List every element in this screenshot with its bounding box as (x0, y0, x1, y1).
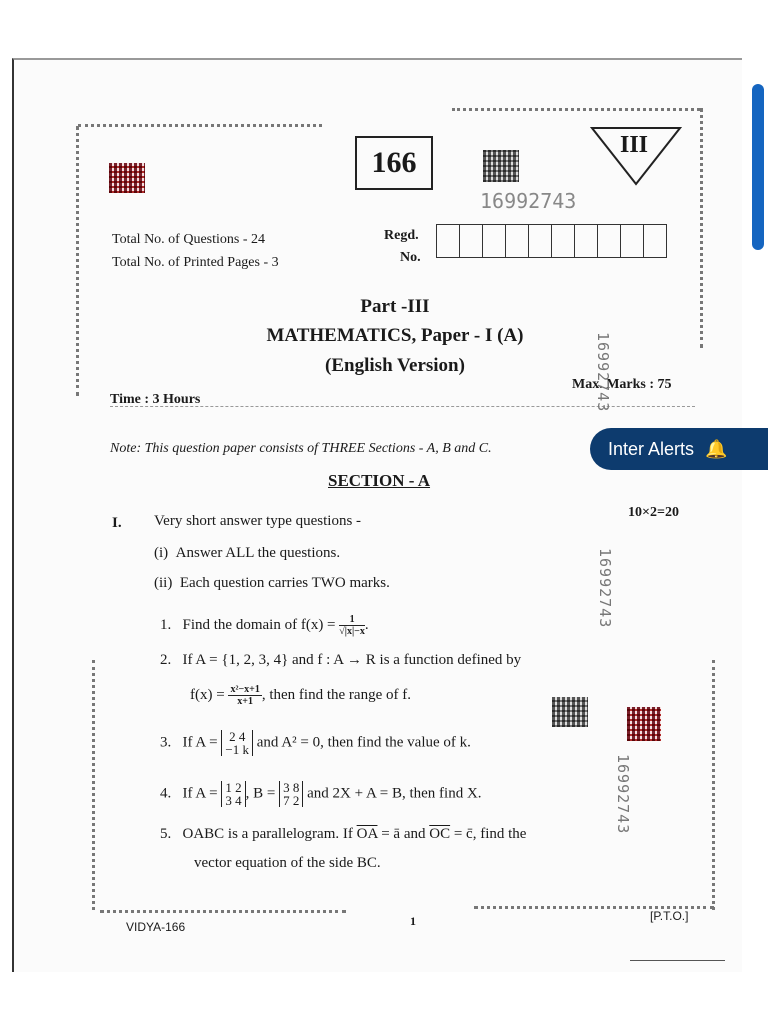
dotted-border-top-right (452, 108, 700, 111)
time-label: Time : 3 Hours (110, 392, 201, 407)
subject-title: MATHEMATICS, Paper - I (A) (266, 325, 524, 346)
note-text: Note: This question paper consists of THREE Sections - A, B and C. (110, 441, 492, 456)
bottom-rule (630, 960, 725, 961)
dotted-border-left-top (76, 126, 79, 396)
part-badge-label: III (620, 132, 649, 158)
question-2-continued: f(x) = $\frac{\text{x²−x+1}}{x+1}$ , then find the range of f. (190, 684, 411, 707)
scrollbar-thumb[interactable] (752, 84, 764, 250)
question-5: 5. OABC is a parallelogram. If $\overline{OA}$ = ā and $\overline{OC}$ = c̄, find the (160, 826, 527, 842)
page-number: 1 (410, 914, 416, 928)
watermark-number-2: 16992743 (596, 548, 614, 629)
dotted-border-right-top (700, 108, 703, 348)
regd-no-label: No. (400, 250, 421, 265)
regd-label: Regd. (384, 228, 419, 243)
qr-code-red (109, 163, 145, 193)
barcode-image-2 (552, 697, 588, 727)
bell-icon: 🔔 (705, 439, 728, 459)
question-1: 1. Find the domain of f(x) = $\frac{1}{√|x|-x}$ . (160, 614, 369, 637)
dotted-border-right-bottom (712, 660, 715, 910)
pto-label: [P.T.O.] (650, 909, 689, 923)
barcode-image (483, 150, 519, 182)
dotted-border-top-left (78, 124, 322, 127)
section-marks: 10×2=20 (628, 505, 679, 520)
max-marks-label: Max. Marks : 75 (572, 377, 672, 392)
footer-code: VIDYA-166 (126, 920, 186, 934)
rule-item: (ii) Each question carries TWO marks. (154, 575, 390, 591)
total-questions: Total No. of Questions - 24 (112, 232, 266, 247)
section-instruction: Very short answer type questions - (154, 513, 362, 529)
registration-number-boxes (436, 224, 667, 258)
qr-code-red-2 (627, 707, 661, 741)
question-2: 2. If A = {1, 2, 3, 4} and f : A → R is a function defined by (160, 652, 522, 668)
matrix-b: 3 8 7 2 (279, 781, 303, 807)
rule-item: (i) Answer ALL the questions. (154, 545, 341, 561)
section-roman: I. (112, 515, 122, 531)
paper-code-box: 166 (355, 136, 433, 190)
part-title: Part -III (360, 296, 430, 317)
barcode-number: 16992743 (480, 189, 577, 213)
watermark-number-3: 16992743 (614, 754, 632, 835)
watermark-number-1: 16992743 (594, 332, 612, 413)
matrix-a: 2 4 −1 k (221, 730, 253, 756)
dotted-border-bottom-left (100, 910, 346, 913)
question-4: 4. If A = 1 2 3 4 , B = 3 8 7 2 and 2X + A = B, then find X. (160, 780, 482, 808)
inter-alerts-button[interactable] (590, 428, 768, 470)
matrix-a: 1 2 3 4 (221, 781, 245, 807)
inter-alerts-label: Inter Alerts (608, 439, 695, 459)
version-title: (English Version) (325, 355, 465, 376)
question-5-continued: vector equation of the side BC. (194, 855, 381, 871)
section-heading: SECTION - A (328, 471, 431, 490)
total-pages: Total No. of Printed Pages - 3 (112, 255, 279, 270)
question-3: 3. If A = 2 4 −1 k and A² = 0, then find the value of k. (160, 729, 471, 757)
dotted-border-left-bottom (92, 660, 95, 910)
